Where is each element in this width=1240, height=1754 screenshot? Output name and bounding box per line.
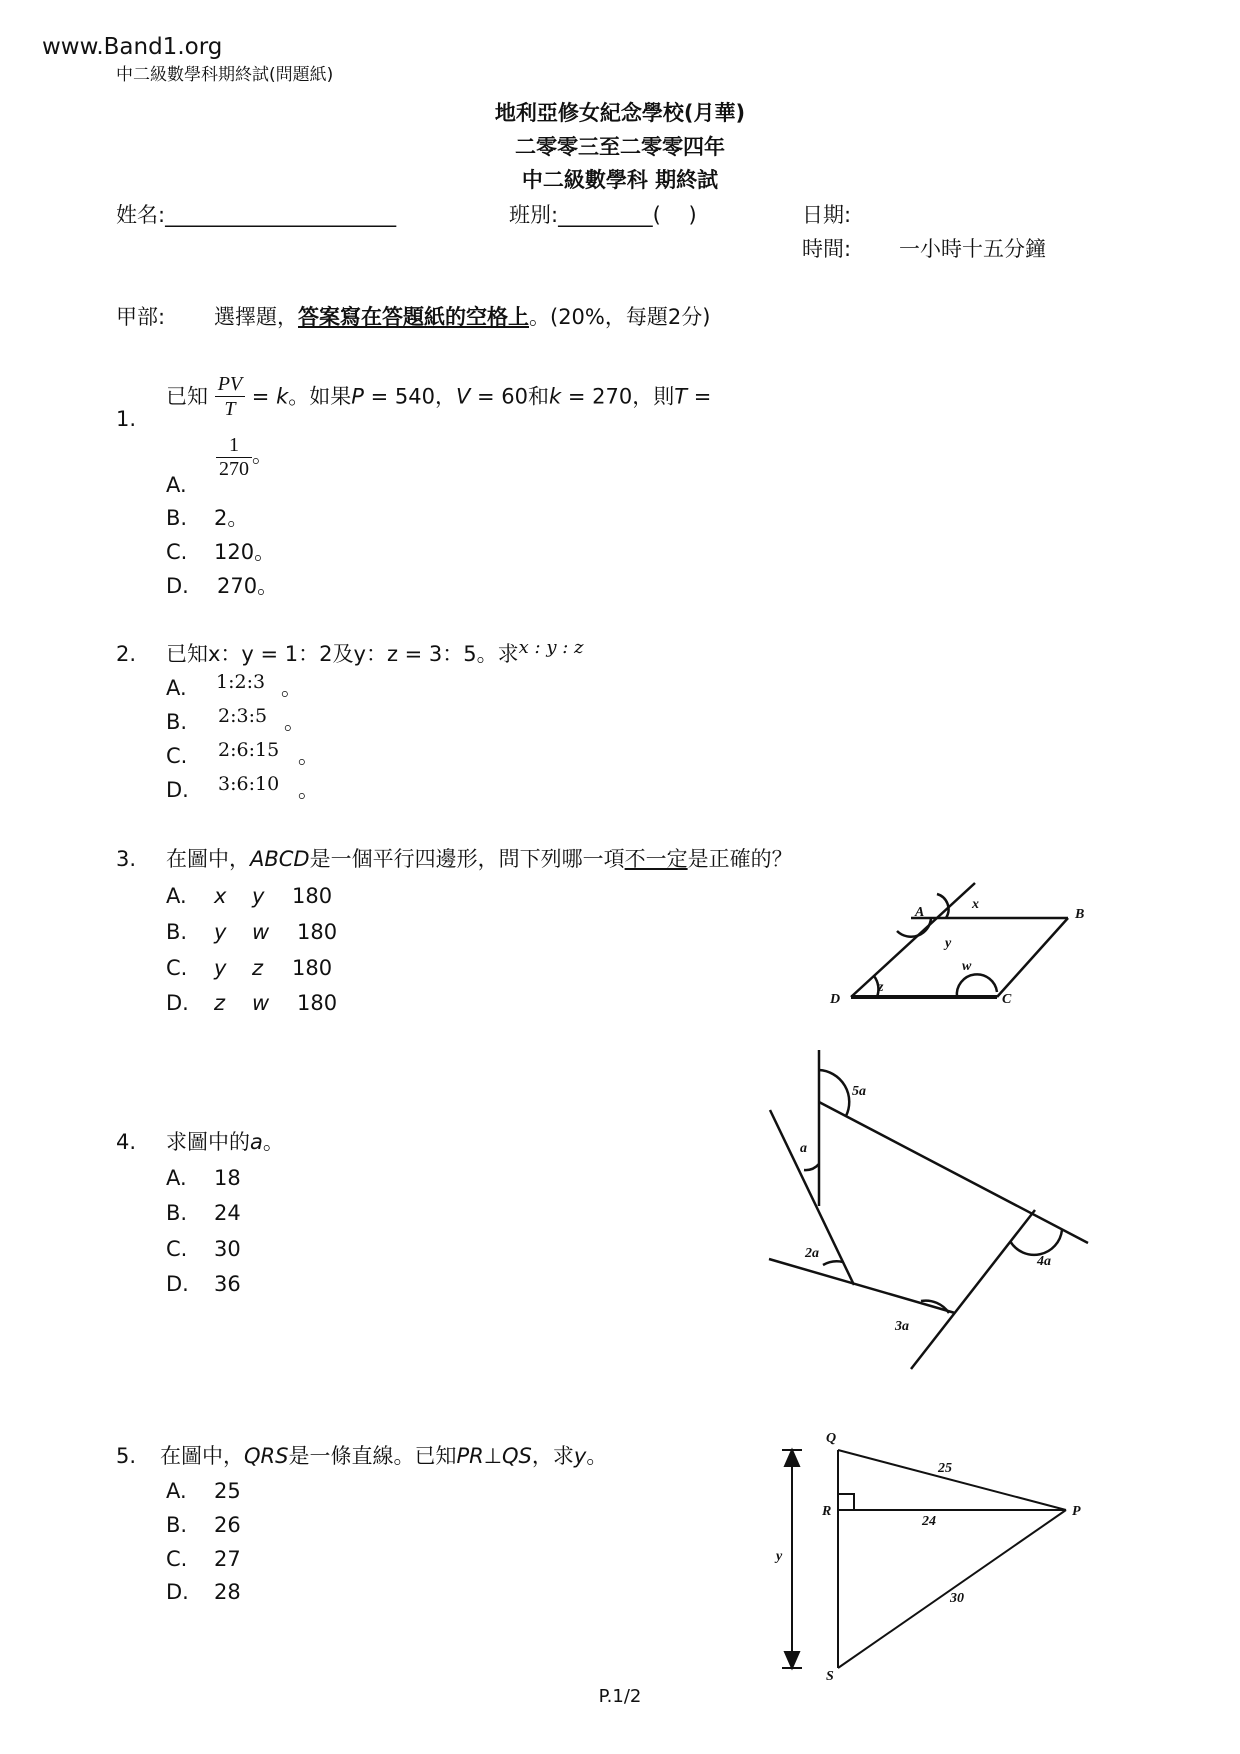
q2-number: 2. [116,642,137,666]
q3-options-1-n: 180 [297,920,338,944]
instr-text: 選擇題， [214,305,298,329]
q3-options-3-letter: D. [166,991,189,1015]
q5-end: 。 [586,1444,608,1468]
option-letter: C. [166,540,188,564]
q5-number: 5. [116,1444,137,1468]
q2-options-2-suffix: 。 [298,744,319,768]
q1-V: V [455,384,471,409]
q4-option-a[interactable] [166,1166,241,1190]
q4-options-2-value: 30 [214,1237,241,1261]
q1-rest1: = [245,384,277,409]
option-value: 270。 [217,574,279,598]
time-label: 時間: [802,237,852,261]
q4-diagram-a3: 3a [895,1319,909,1334]
date-label: 日期: [802,203,852,227]
instr-emphasis: 答案寫在答題紙的空格上 [298,305,529,329]
q3-abcd: ABCD [250,847,310,871]
q3-options-2-letter: C. [166,956,188,980]
q3-options-1-v2: w [252,920,270,944]
q3-options-1-v1: y [214,920,227,944]
q4-options-0-value: 18 [214,1166,241,1190]
q5-option-c[interactable] [166,1547,241,1571]
q4-option-c[interactable] [166,1237,241,1261]
q4-options-3-letter: D. [166,1272,189,1296]
class-label: 班別: [509,203,559,227]
q5-options-0-letter: A. [166,1479,187,1503]
q2-options-0-suffix: 。 [281,676,302,700]
q4-options-1-letter: B. [166,1201,188,1225]
parallelogram-diagram [851,883,1068,997]
watermark: www.Band1.org [42,34,223,60]
q2-text: 已知x：y = 1：2及y：z = 3：5。求 [166,642,519,666]
q3-options-0-v1: x [214,884,227,908]
q5-option-b[interactable] [166,1513,241,1537]
q5-diagram-y: y [776,1549,783,1564]
q3-diagram-y: y [945,936,952,951]
q1-rest4: = 60和 [470,384,549,409]
q5-options-3-letter: D. [166,1580,189,1604]
q3-diagram-z: z [878,980,884,995]
q2-ask: x : y : z [518,637,584,658]
q5-stem2: 是一條直線。已知 [288,1444,457,1468]
q5-diagram-Q: Q [826,1431,837,1446]
q5-diagram-rp: 24 [922,1514,936,1529]
exam-title: 中二級數學科 期終試 [521,168,719,192]
q3-options-2-v2: z [252,956,264,980]
q1-rest2: 。如果 [288,384,352,409]
q3-diagram-B: B [1075,907,1085,922]
class-blank: _________( ) [558,203,697,227]
name-blank: ______________________ [165,203,397,227]
polygon-angle-diagram [769,1050,1088,1369]
q3-options-2-n: 180 [292,956,333,980]
option-letter: D. [166,574,189,598]
q5-options-1-letter: B. [166,1513,188,1537]
q4-stem: 求圖中的 [166,1130,250,1154]
q5-stem [160,1444,607,1468]
q3-stem2: 是一個平行四邊形，問下列哪一項 [309,847,625,871]
option-value: 2:3:5 [218,705,268,727]
q5-stem1: 在圖中， [160,1444,244,1468]
q5-stem3: ，求 [531,1444,574,1468]
q3-options-0-letter: A. [166,884,187,908]
q5-options-2-letter: C. [166,1547,188,1571]
q4-diagram-a2: 2a [805,1246,819,1261]
option-value: 1:2:3 [216,671,266,693]
q3-diagram-A: A [915,905,925,920]
q4-number: 4. [116,1130,137,1154]
q3-options-3-n: 180 [297,991,338,1015]
q5-y: y [573,1444,587,1468]
q3-stem3: 是正確的？ [687,847,793,871]
triangle-diagram [782,1450,1066,1668]
frac-denominator: T [224,398,236,420]
q3-options-3-v2: w [252,991,270,1015]
suffix: 。 [252,443,273,467]
q4-diagram-a5: 5a [852,1084,866,1099]
q3-diagram-w: w [962,959,972,974]
q3-number: 3. [116,847,137,871]
q5-options-3-value: 28 [214,1580,241,1604]
option-letter: B. [166,710,188,734]
q1-text: 已知 [166,384,208,409]
q3-diagram-C: C [1002,992,1012,1007]
polygon-labels [800,1084,1051,1334]
option-letter: C. [166,744,188,768]
option-value: 2。 [214,506,249,530]
q4-options-2-letter: C. [166,1237,188,1261]
q1-number: 1. [116,407,137,431]
q3-emph: 不一定 [624,847,688,871]
q2-options-1-suffix: 。 [284,710,305,734]
section-label: 甲部: [116,305,166,329]
q4-option-d[interactable] [166,1272,241,1296]
triangle-labels [774,1431,1081,1684]
q5-options-2-value: 27 [214,1547,241,1571]
q4-options-3-value: 36 [214,1272,241,1296]
q1-P: P [351,384,364,409]
time-value: 一小時十五分鐘 [899,237,1046,261]
q3-options-3-v1: z [214,991,226,1015]
q4-options-0-letter: A. [166,1166,187,1190]
q1-rest6: = [687,384,712,409]
q5-prqs: PR⊥QS [456,1444,532,1468]
q3-options-1-letter: B. [166,920,188,944]
q5-diagram-qp: 25 [938,1461,952,1476]
q5-diagram-R: R [822,1504,832,1519]
school-title: 地利亞修女紀念學校(月華) [494,101,746,125]
q3-diagram-x: x [972,897,979,912]
q4-end: 。 [262,1130,284,1154]
q2-options-3-suffix: 。 [298,778,319,802]
q1-rest5: = 270，則 [561,384,675,409]
option-value: 120。 [214,540,276,564]
q5-diagram-S: S [826,1669,834,1684]
q5-options-1-value: 26 [214,1513,241,1537]
q4-option-b[interactable] [166,1201,241,1225]
q3-diagram-D: D [830,992,841,1007]
q4-var: a [250,1130,263,1154]
q1-T: T [674,384,688,409]
q3-options-0-n: 180 [292,884,333,908]
running-header: 中二級數學科期終試(問題紙) [116,65,334,85]
year-title: 二零零三至二零零四年 [515,135,725,159]
q5-option-d[interactable] [166,1580,241,1604]
q4-diagram-a: a [800,1141,807,1156]
q3-options-2-v1: y [214,956,227,980]
q3-stem1: 在圖中， [166,847,250,871]
q4-diagram-a4: 4a [1037,1254,1051,1269]
option-letter: D. [166,778,189,802]
q1-k: k [276,384,289,409]
option-value: 3:6:10 [218,773,280,795]
q5-options-0-value: 25 [214,1479,241,1503]
frac-denominator: 270 [219,458,249,480]
page-number: P.1/2 [598,1686,642,1707]
option-letter: A. [166,676,187,700]
frac-numerator: 1 [216,434,252,458]
q4-stem [166,1130,284,1154]
q3-options-0-v2: y [252,884,265,908]
frac-numerator: PV [215,372,245,397]
q1-rest3: = 540， [363,384,456,409]
q1-k2: k [549,384,562,409]
q5-diagram-P: P [1072,1504,1081,1519]
name-label: 姓名: [116,203,166,227]
option-value: 2:6:15 [218,739,280,761]
option-letter: A. [166,473,187,497]
q4-options-1-value: 24 [214,1201,241,1225]
instr-text-2: 。(20%，每題2分) [529,305,711,329]
option-letter: B. [166,506,188,530]
q5-option-a[interactable] [166,1479,241,1503]
q5-diagram-sp: 30 [950,1591,964,1606]
q5-qrs: QRS [244,1444,289,1468]
